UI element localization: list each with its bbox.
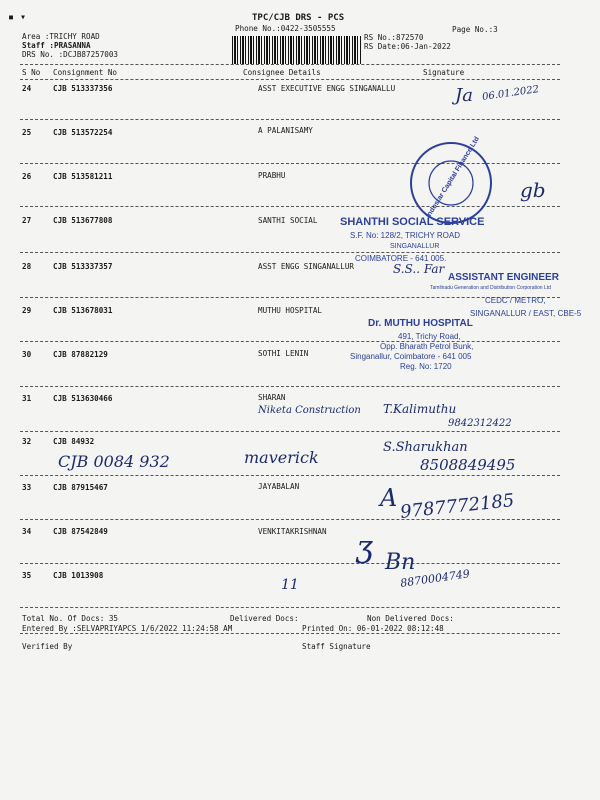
row-consignee: A PALANISAMY — [258, 126, 313, 135]
area-label: Area :TRICHY ROAD — [22, 32, 100, 41]
document-title: TPC/CJB DRS - PCS — [252, 13, 345, 23]
col-sno: S No — [22, 68, 41, 77]
row-rule — [20, 386, 560, 387]
rs-date: RS Date:06-Jan-2022 — [364, 42, 451, 51]
row-sno: 34 — [22, 527, 32, 536]
row-sno: 28 — [22, 262, 32, 271]
row-rule — [20, 297, 560, 298]
row-consignee: MUTHU HOSPITAL — [258, 306, 323, 315]
footer-rule — [20, 633, 560, 634]
row-consignee: VENKITAKRISHNAN — [258, 527, 327, 536]
row-sno: 24 — [22, 84, 32, 93]
barcode-image — [232, 36, 362, 64]
row-consignment: CJB 84932 — [53, 437, 95, 446]
phone-number: Phone No.:0422-3505555 — [235, 24, 336, 33]
row-sno: 30 — [22, 350, 32, 359]
handwritten-consignee: maverick — [244, 448, 319, 467]
row-consignee: SANTHI SOCIAL — [258, 216, 318, 225]
drs-number: DRS No. :DCJB87257003 — [22, 50, 119, 59]
handwritten-name: S.Sharukhan — [383, 440, 468, 455]
stamp-text: SHANTHI SOCIAL SERVICE — [340, 216, 485, 228]
stamp-text: Dr. MUTHU HOSPITAL — [368, 318, 473, 329]
row-consignment: CJB 513678031 — [53, 306, 113, 315]
stamp-text: S.F. No: 128/2, TRICHY ROAD — [350, 231, 460, 240]
col-signature: Signature — [423, 68, 465, 77]
row-consignment: CJB 513337356 — [53, 84, 113, 93]
staff-label: Staff :PRASANNA — [22, 41, 91, 50]
handwritten-phone: 9787772185 — [399, 490, 516, 523]
row-rule — [20, 431, 560, 432]
row-rule — [20, 563, 560, 564]
row-consignee: ASST EXECUTIVE ENGG SINGANALLU — [258, 84, 396, 93]
handwritten-phone: 9842312422 — [448, 418, 512, 429]
col-consignee: Consignee Details — [243, 68, 321, 77]
row-sno: 35 — [22, 571, 32, 580]
printed-on: Printed On: 06-01-2022 08:12:48 — [302, 624, 444, 633]
stamp-text: CEDC / METRO, — [485, 296, 546, 305]
row-rule — [20, 519, 560, 520]
stamp-text: 491, Trichy Road, — [398, 332, 461, 341]
row-rule — [20, 607, 560, 608]
col-consignment: Consignment No — [53, 68, 118, 77]
stamp-text: Tamilnadu Generation and Distribution Corporation Ltd — [430, 285, 551, 291]
row-sno: 25 — [22, 128, 32, 137]
row-consignment: CJB 513677808 — [53, 216, 113, 225]
row-sno: 32 — [22, 437, 32, 446]
row-consignment: CJB 87882129 — [53, 350, 108, 359]
header-rule-bottom — [20, 79, 560, 80]
row-consignee: PRABHU — [258, 171, 286, 180]
handwritten-mark: ʒ — [356, 530, 373, 565]
handwritten-consignment: CJB 0084 932 — [58, 452, 170, 471]
stamp-text: Singanallur, Coimbatore - 641 005 — [350, 352, 472, 361]
stamp-text: Indostar Capital Finance Ltd — [425, 135, 481, 220]
handwritten-signature: Bn — [385, 550, 416, 575]
row-rule — [20, 252, 560, 253]
row-consignment: CJB 87915467 — [53, 483, 108, 492]
non-delivered-docs: Non Delivered Docs: — [367, 614, 454, 623]
corner-mark: ▪ ▾ — [8, 12, 27, 23]
handwritten-date: 06.01.2022 — [481, 84, 540, 103]
handwritten-signature: gb — [520, 178, 546, 202]
handwritten-phone: 8508849495 — [420, 456, 516, 474]
staff-signature: Staff Signature — [302, 642, 371, 651]
row-sno: 33 — [22, 483, 32, 492]
handwritten-name: T.Kalimuthu — [383, 402, 457, 416]
stamp-text: COIMBATORE - 641 005. — [355, 254, 447, 263]
row-consignee: JAYABALAN — [258, 482, 300, 491]
row-consignment: CJB 1013908 — [53, 571, 104, 580]
row-consignee: ASST ENGG SINGANALLUR — [258, 262, 355, 271]
handwritten-mark: 11 — [281, 577, 299, 593]
handwritten-signature: A — [380, 484, 398, 512]
delivered-docs: Delivered Docs: — [230, 614, 299, 623]
stamp-text: ASSISTANT ENGINEER — [448, 272, 559, 283]
stamp-text: SINGANALLUR — [390, 243, 440, 250]
handwritten-signature: S.S.. Far — [393, 262, 445, 276]
handwritten-signature: Ja — [455, 85, 473, 106]
row-sno: 29 — [22, 306, 32, 315]
stamp-text: SINGANALLUR / EAST, CBE-5 — [470, 309, 582, 318]
row-consignment: CJB 513572254 — [53, 128, 113, 137]
row-consignment: CJB 513630466 — [53, 394, 113, 403]
stamp-text: Reg. No: 1720 — [400, 362, 452, 371]
page-number: Page No.:3 — [452, 25, 498, 34]
row-consignment: CJB 513581211 — [53, 172, 113, 181]
handwritten-phone: 8870004749 — [399, 567, 471, 590]
row-consignee: SOTHI LENIN — [258, 349, 309, 358]
row-consignment: CJB 87542849 — [53, 527, 108, 536]
row-rule — [20, 119, 560, 120]
total-docs: Total No. Of Docs: 35 — [22, 614, 119, 623]
row-rule — [20, 475, 560, 476]
row-sno: 27 — [22, 216, 32, 225]
capital-finance-stamp — [410, 135, 492, 224]
verified-by: Verified By — [22, 642, 73, 651]
row-consignment: CJB 513337357 — [53, 262, 113, 271]
rs-number: RS No.:872570 — [364, 33, 424, 42]
row-sno: 31 — [22, 394, 32, 403]
row-rule — [20, 341, 560, 342]
row-sno: 26 — [22, 172, 32, 181]
handwritten-company: Niketa Construction — [258, 405, 361, 416]
row-consignee: SHARAN — [258, 393, 286, 402]
entered-by: Entered By :SELVAPRIYAPCS 1/6/2022 11:24:58 AM — [22, 624, 233, 633]
header-rule-top — [20, 64, 560, 65]
stamp-text: Opp. Bharath Petrol Bunk, — [380, 342, 474, 351]
